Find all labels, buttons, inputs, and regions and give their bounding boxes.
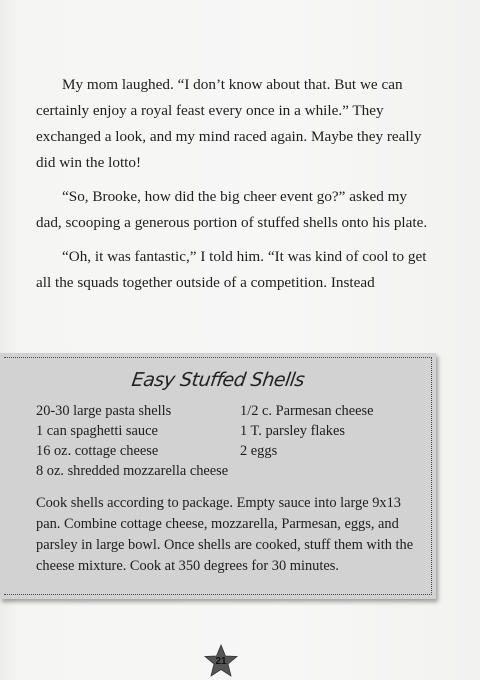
ingredient-column-left [36, 401, 246, 481]
ingredient-item: 8 oz. shredded mozzarella cheese [36, 463, 229, 479]
recipe-card [0, 353, 436, 599]
ingredient-column-right [240, 401, 430, 461]
recipe-title: Easy Stuffed Shells [130, 369, 306, 391]
page-number: 21 [215, 656, 227, 667]
story-text [36, 72, 436, 304]
ingredient-item: 1 can spaghetti sauce [36, 423, 158, 439]
recipe-directions: Cook shells according to package. Empty sauce into large 9x13 pan. Combine cottage cheese, mozzarella, Parmesan, eggs, and parsley in large bowl. Once shells are cooked, stuff them with the cheese mixture. Cook at 350 degrees for 30 minutes. [36, 495, 414, 574]
story-paragraph-1: My mom laughed. “I don’t know about that. But we can certainly enjoy a royal feast every once in a while.” They exchanged a look, and my mind raced again. Maybe they really did win the lotto! [36, 76, 422, 171]
ingredient-item: 2 eggs [240, 443, 278, 459]
story-paragraph-2: “So, Brooke, how did the big cheer event go?” asked my dad, scooping a generous portion of stuffed shells onto his plate. [36, 188, 428, 231]
ingredient-item: 1/2 c. Parmesan cheese [240, 403, 374, 419]
story-paragraph-3: “Oh, it was fantastic,” I told him. “It was kind of cool to get all the squads together outside of a competition. Instead [36, 248, 427, 291]
ingredient-item: 20-30 large pasta shells [36, 403, 172, 419]
ingredient-item: 16 oz. cottage cheese [36, 443, 159, 459]
ingredient-item: 1 T. parsley flakes [240, 423, 345, 439]
